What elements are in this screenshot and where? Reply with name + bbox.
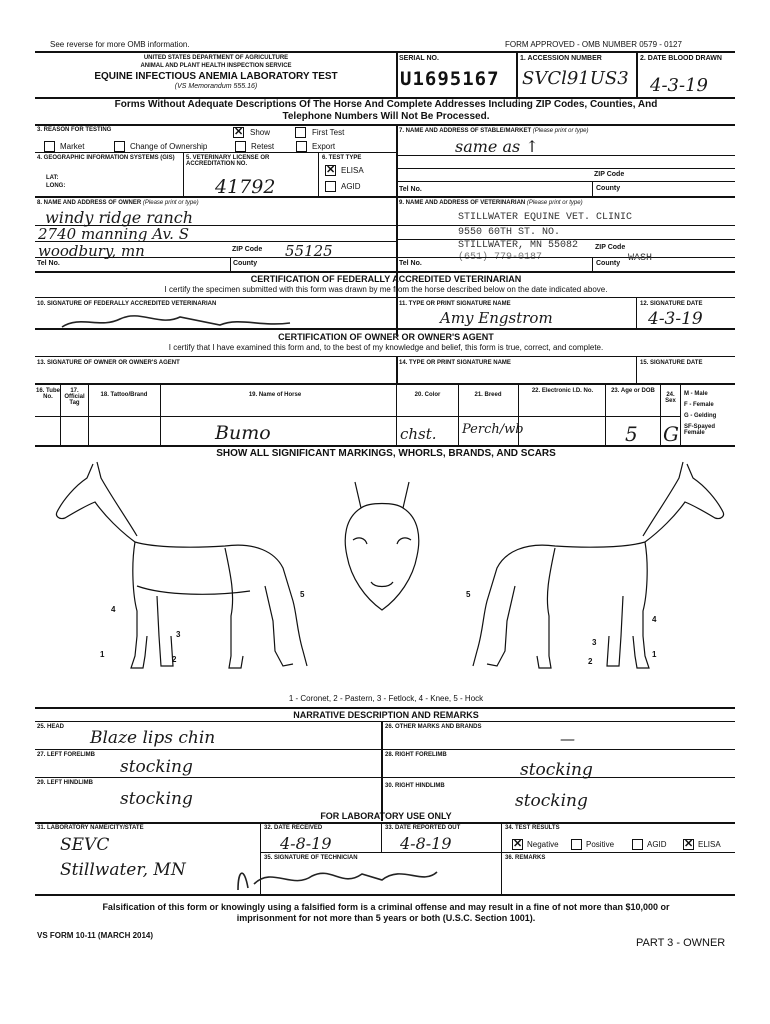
owner-line1[interactable]: windy ridge ranch [45, 208, 194, 227]
long-label: LONG: [46, 183, 66, 189]
owner-tel-label: Tel No. [37, 260, 60, 267]
other-marks-value[interactable]: — [560, 730, 575, 748]
reported-value[interactable]: 4-8-19 [400, 834, 452, 853]
test-type-elisa: ELISA [341, 166, 364, 175]
reason-export: Export [312, 142, 336, 151]
other-marks-label: 26. OTHER MARKS AND BRANDS [385, 724, 482, 730]
vet-county-value[interactable]: WASH [628, 253, 653, 264]
left-forelimb-value[interactable]: stocking [120, 757, 193, 777]
horse-color[interactable]: chst. [400, 425, 437, 443]
th-tattoo: 18. Tattoo/Brand [100, 392, 148, 398]
tech-sig-label: 35. SIGNATURE OF TECHNICIAN [264, 855, 358, 861]
vet-tel-label: Tel No. [399, 260, 422, 267]
remarks-label: 36. REMARKS [505, 855, 546, 861]
th-sex: 24. Sex [665, 392, 676, 404]
stable-hint: (Please print or type) [532, 128, 589, 134]
right-num-1: 1 [652, 650, 657, 659]
left-num-4: 4 [111, 605, 116, 614]
negative-checkbox[interactable] [512, 839, 523, 850]
horse-face-diagram [335, 478, 430, 618]
owner-label [37, 200, 199, 206]
right-forelimb-value[interactable]: stocking [520, 760, 593, 780]
stable-tel-label: Tel No. [399, 186, 422, 193]
horse-right-side-diagram [465, 456, 735, 681]
vet-label [399, 200, 583, 206]
first-test-checkbox[interactable] [295, 127, 306, 138]
right-hindlimb-label: 30. RIGHT HINDLIMB [385, 783, 445, 789]
received-label: 32. DATE RECEIVED [264, 825, 323, 831]
warning-line2: imprisonment for not more than 5 years or both (U.S.C. Section 1001). [236, 913, 536, 923]
omb-note: See reverse for more OMB information. [50, 40, 190, 49]
lab-name-line2[interactable]: Stillwater, MN [60, 860, 186, 880]
dept-name: UNITED STATES DEPARTMENT OF AGRICULTURE [143, 55, 289, 61]
change-ownership-checkbox[interactable] [114, 141, 125, 152]
owner-zip-label: ZIP Code [232, 246, 263, 253]
owner-name-label: 14. TYPE OR PRINT SIGNATURE NAME [399, 360, 511, 366]
owner-date-label: 15. SIGNATURE DATE [640, 360, 703, 366]
test-type-label: 6. TEST TYPE [322, 155, 362, 161]
gis-label: 4. GEOGRAPHIC INFORMATION SYSTEMS (GIS) [37, 155, 175, 161]
vet-license-label: 5. VETERINARY LICENSE OR ACCREDITATION NO. [186, 155, 270, 167]
th-breed: 21. Breed [474, 392, 502, 398]
right-num-3: 3 [592, 638, 597, 647]
reason-change-ownership: Change of Ownership [130, 142, 208, 151]
owner-zip-value[interactable]: 55125 [285, 242, 333, 260]
horse-name[interactable]: Bumo [215, 422, 271, 444]
form-title: EQUINE INFECTIOUS ANEMIA LABORATORY TEST [94, 71, 338, 82]
vet-zip-label: ZIP Code [595, 244, 626, 251]
show-checkbox[interactable] [233, 127, 244, 138]
left-num-5: 5 [300, 590, 305, 599]
sex-female: F - Female [684, 402, 714, 408]
horse-sex[interactable]: G [663, 422, 679, 446]
th-eid: 22. Electronic I.D. No. [531, 388, 594, 394]
owner-line2[interactable]: 2740 manning Av. S [38, 225, 189, 243]
reason-first-test: First Test [312, 128, 345, 137]
lab-name-label: 31. LABORATORY NAME/CITY/STATE [37, 825, 144, 831]
accession-label: 1. ACCESSION NUMBER [520, 55, 602, 62]
right-hindlimb-value[interactable]: stocking [515, 791, 588, 811]
th-name: 19. Name of Horse [248, 392, 302, 398]
notice-line1: Forms Without Adequate Descriptions Of The Horse And Complete Addresses Including ZIP Codes, Counties, And [114, 99, 658, 110]
head-label: 25. HEAD [37, 724, 65, 730]
positive-checkbox[interactable] [571, 839, 582, 850]
vet-name-value[interactable]: Amy Engstrom [440, 309, 553, 327]
vet-county-label: County [596, 260, 621, 267]
reason-show: Show [250, 128, 271, 137]
result-elisa: ELISA [698, 840, 721, 849]
technician-signature[interactable] [232, 860, 442, 894]
result-negative: Negative [527, 840, 559, 849]
right-forelimb-label: 28. RIGHT FORELIMB [385, 752, 447, 758]
retest-checkbox[interactable] [235, 141, 246, 152]
markings-title: SHOW ALL SIGNIFICANT MARKINGS, WHORLS, BRANDS, AND SCARS [216, 448, 556, 459]
results-label: 34. TEST RESULTS [505, 825, 560, 831]
agid-result-checkbox[interactable] [632, 839, 643, 850]
left-forelimb-label: 27. LEFT FORELIMB [37, 752, 96, 758]
reason-label: 3. REASON FOR TESTING [37, 127, 112, 133]
elisa-result-checkbox[interactable] [683, 839, 694, 850]
form-id: VS FORM 10-11 (MARCH 2014) [37, 931, 154, 940]
vet-sig-label: 10. SIGNATURE OF FEDERALLY ACCREDITED VETERINARIAN [37, 301, 217, 307]
stable-value[interactable]: same as ↑ [455, 137, 539, 156]
test-type-agid: AGID [341, 182, 361, 191]
cert-date-label: 12. SIGNATURE DATE [640, 301, 703, 307]
left-hindlimb-label: 29. LEFT HINDLIMB [37, 780, 94, 786]
owner-cert-title: CERTIFICATION OF OWNER OR OWNER'S AGENT [278, 332, 494, 342]
reason-retest: Retest [251, 142, 275, 151]
sex-gelding: G - Gelding [684, 413, 717, 419]
warning-line1: Falsification of this form or knowingly using a falsified form is a criminal offense and may result in a fine of not more than $10,000 or [102, 902, 670, 912]
horse-left-side-diagram [45, 456, 335, 681]
received-value[interactable]: 4-8-19 [280, 834, 332, 853]
left-num-1: 1 [100, 650, 105, 659]
cert-title: CERTIFICATION OF FEDERALLY ACCREDITED VETERINARIAN [250, 274, 522, 284]
vet-license-value[interactable]: 41792 [215, 176, 276, 198]
date-drawn-value[interactable]: 4-3-19 [650, 75, 708, 96]
vet-line1[interactable]: STILLWATER EQUINE VET. CLINIC [458, 212, 633, 223]
agency-name: ANIMAL AND PLANT HEALTH INSPECTION SERVICE [140, 63, 292, 69]
accession-number[interactable]: SVCl91US3 [522, 68, 629, 89]
owner-label-text: 8. NAME AND ADDRESS OF OWNER [37, 200, 142, 206]
vet-line2[interactable]: 9550 60TH ST. NO. [458, 227, 561, 238]
th-color: 20. Color [414, 392, 441, 398]
th-tag: 17. Official Tag [64, 388, 85, 406]
th-tube: 16. Tube No. [36, 388, 60, 400]
vet-phone[interactable]: (651) 779-0187 [458, 252, 543, 263]
left-hindlimb-value[interactable]: stocking [120, 789, 193, 809]
cert-text: I certify the specimen submitted with this form was drawn by me from the horse described below on the date indicated above. [164, 285, 608, 294]
owner-county-label: County [233, 260, 258, 267]
vet-label-text: 9. NAME AND ADDRESS OF VETERINARIAN [399, 200, 526, 206]
stable-label [399, 128, 589, 134]
th-age: 23. Age or DOB [611, 388, 655, 394]
notice-line2: Telephone Numbers Will Not Be Processed. [282, 111, 490, 122]
export-checkbox[interactable] [296, 141, 307, 152]
vet-hint: (Please print or type) [526, 200, 583, 206]
lat-label: LAT: [46, 175, 59, 181]
owner-sig-label: 13. SIGNATURE OF OWNER OR OWNER'S AGENT [37, 360, 180, 366]
part-label: PART 3 - OWNER [636, 937, 726, 949]
owner-hint: (Please print or type) [142, 200, 199, 206]
serial-label: SERIAL NO. [399, 55, 439, 62]
form-memo: (VS Memorandum 555.16) [174, 83, 258, 90]
right-num-5: 5 [466, 590, 471, 599]
date-drawn-label: 2. DATE BLOOD DRAWN [640, 55, 722, 62]
vet-name-label: 11. TYPE OR PRINT SIGNATURE NAME [399, 301, 511, 307]
markings-legend: 1 - Coronet, 2 - Pastern, 3 - Fetlock, 4 - Knee, 5 - Hock [288, 694, 484, 703]
vet-line3[interactable]: STILLWATER, MN 55082 [458, 240, 579, 251]
horse-age[interactable]: 5 [625, 422, 638, 446]
stable-label-text: 7. NAME AND ADDRESS OF STABLE/MARKET [399, 128, 532, 134]
stable-county-label: County [596, 185, 621, 192]
result-positive: Positive [586, 840, 615, 849]
left-num-3: 3 [176, 630, 181, 639]
sex-spayed: SF-Spayed Female [684, 424, 716, 436]
agid-checkbox[interactable] [325, 181, 336, 192]
head-value[interactable]: Blaze lips chin [90, 728, 216, 748]
result-agid: AGID [647, 840, 667, 849]
owner-line3[interactable]: woodbury, mn [38, 242, 145, 260]
left-num-2: 2 [172, 655, 177, 664]
reason-market: Market [60, 142, 85, 151]
market-checkbox[interactable] [44, 141, 55, 152]
omb-approved: FORM APPROVED - OMB NUMBER 0579 - 0127 [505, 40, 682, 49]
narrative-title: NARRATIVE DESCRIPTION AND REMARKS [293, 710, 479, 720]
sex-male: M - Male [684, 391, 708, 397]
owner-cert-text: I certify that I have examined this form and, to the best of my knowledge and belief, this form is true, correct, and complete. [168, 343, 604, 352]
right-num-4: 4 [652, 615, 657, 624]
reported-label: 33. DATE REPORTED OUT [385, 825, 461, 831]
serial-number: U1695167 [400, 68, 500, 90]
lab-title: FOR LABORATORY USE ONLY [320, 811, 452, 821]
lab-name-line1[interactable]: SEVC [60, 835, 110, 855]
elisa-checkbox[interactable] [325, 165, 336, 176]
stable-zip-label: ZIP Code [594, 171, 625, 178]
cert-date-value[interactable]: 4-3-19 [648, 309, 703, 329]
horse-breed[interactable]: Perch/wb [462, 422, 524, 437]
right-num-2: 2 [588, 657, 593, 666]
